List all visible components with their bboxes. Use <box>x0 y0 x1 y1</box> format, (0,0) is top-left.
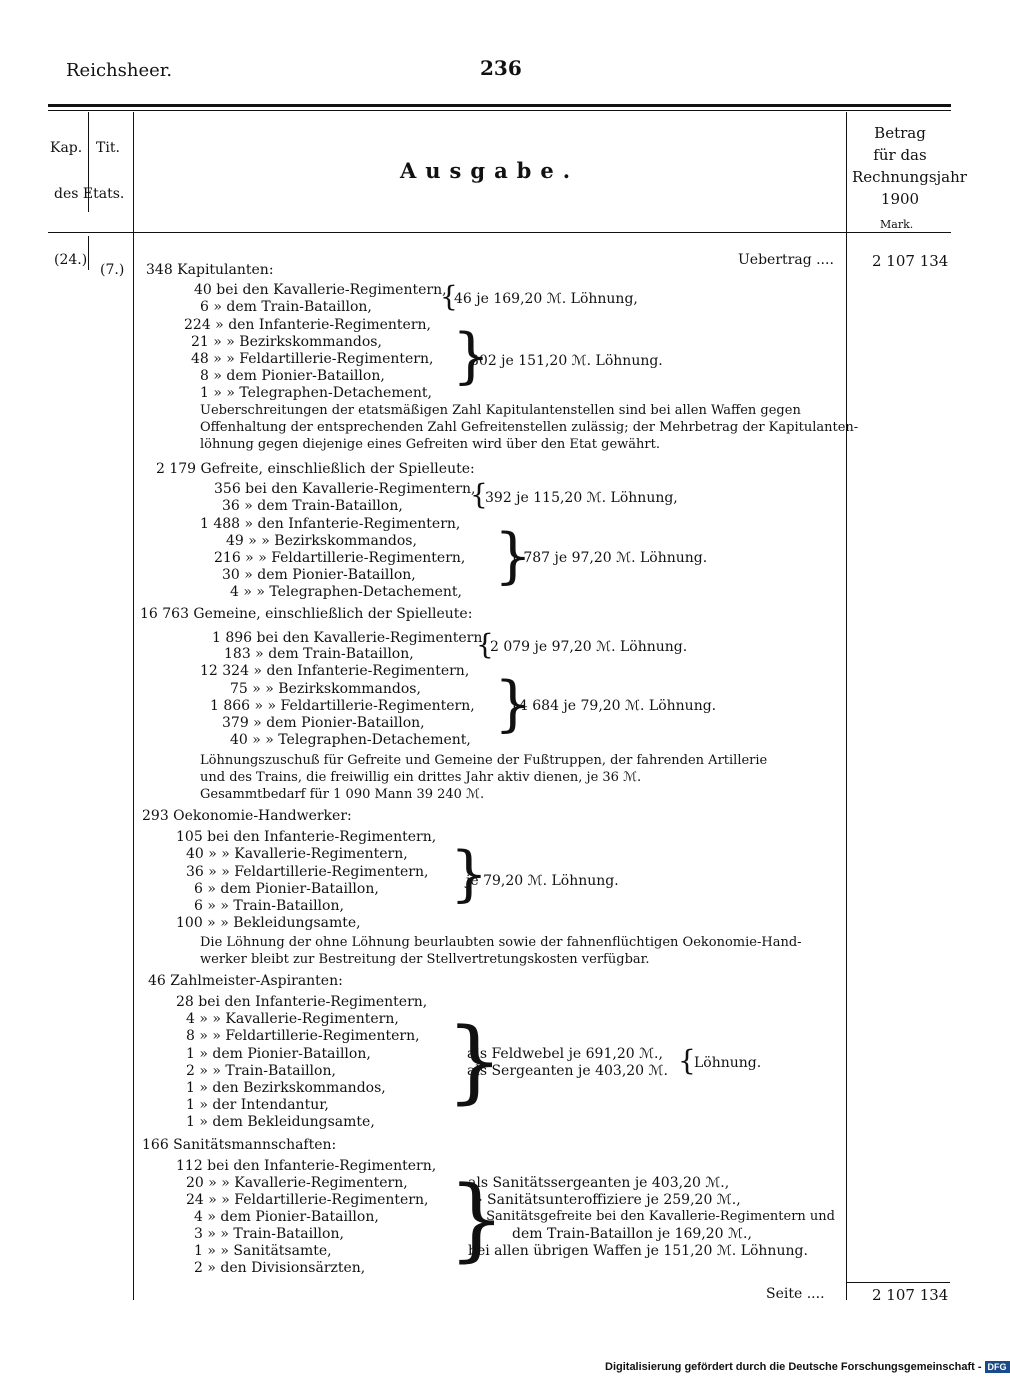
body-line: 8 » » Feldartillerie-Regimentern, <box>186 1028 420 1044</box>
body-line: Die Löhnung der ohne Löhnung beurlaubten sowie der fahnenflüchtigen Oekonomie-Hand- <box>200 935 802 950</box>
body-line: 3 » » Train-Bataillon, <box>194 1226 344 1242</box>
body-line: 28 bei den Infanterie-Regimentern, <box>176 994 428 1010</box>
body-line: 49 » » Bezirkskommandos, <box>226 533 417 549</box>
seite-label: Seite .... <box>766 1286 825 1302</box>
col-divider-tit <box>133 112 134 1300</box>
brace: } <box>452 321 491 391</box>
body-line: 166 Sanitätsmannschaften: <box>142 1137 337 1153</box>
body-line: 6 » » Train-Bataillon, <box>194 898 344 914</box>
body-line: 2 » den Divisionsärzten, <box>194 1260 366 1276</box>
body-line: 24 » » Feldartillerie-Regimentern, <box>186 1192 429 1208</box>
brace: { <box>440 280 458 313</box>
brace: } <box>450 839 489 909</box>
top-thick-rule <box>48 104 951 107</box>
body-line: 293 Oekonomie-Handwerker: <box>142 808 352 824</box>
body-line: 46 Zahlmeister-Aspiranten: <box>148 973 343 989</box>
body-line: 1 » » Telegraphen-Detachement, <box>200 385 432 401</box>
body-line: 6 » dem Train-Bataillon, <box>200 299 372 315</box>
col-head-betrag: Betrag für das Rechnungsjahr 1900 <box>852 124 967 208</box>
body-line: 8 » dem Pionier-Bataillon, <box>200 368 385 384</box>
seite-amount: 2 107 134 <box>872 1286 949 1304</box>
body-line: 216 » » Feldartillerie-Regimentern, <box>214 550 466 566</box>
tit-value: (7.) <box>100 262 125 278</box>
page-number: 236 <box>480 56 522 80</box>
table-title: Ausgabe. <box>400 158 580 183</box>
body-line: 112 bei den Infanterie-Regimentern, <box>176 1158 437 1174</box>
col-head-kap: Kap. <box>50 140 83 156</box>
body-line: werker bleibt zur Bestreitung der Stellvertretungskosten verfügbar. <box>200 952 650 967</box>
digitization-credit <box>605 1361 1010 1373</box>
brace: } <box>494 669 533 739</box>
body-line: 302 je 151,20 ℳ. Löhnung. <box>470 353 663 369</box>
body-line: 1 » dem Bekleidungsamte, <box>186 1114 375 1130</box>
body-line: 48 » » Feldartillerie-Regimentern, <box>191 351 434 367</box>
brace: { <box>678 1044 696 1077</box>
body-line: » Sanitätsgefreite bei den Kavallerie-Regimentern und <box>474 1209 835 1224</box>
top-thin-rule <box>48 110 951 111</box>
brace: { <box>470 478 488 511</box>
body-line: 1 488 » den Infanterie-Regimentern, <box>200 516 461 532</box>
body-line: 40 » » Telegraphen-Detachement, <box>230 732 471 748</box>
body-line: dem Train-Bataillon je 169,20 ℳ., <box>512 1226 752 1242</box>
col-divider-betrag <box>846 112 847 1300</box>
brace: } <box>448 1167 506 1272</box>
body-line: 379 » dem Pionier-Bataillon, <box>222 715 425 731</box>
uebertrag-label: Uebertrag .... <box>738 252 834 268</box>
body-line: 4 » » Telegraphen-Detachement, <box>230 584 462 600</box>
body-line: 2 079 je 97,20 ℳ. Löhnung. <box>490 639 688 655</box>
body-line: 30 » dem Pionier-Bataillon, <box>222 567 416 583</box>
body-line: 12 324 » den Infanterie-Regimentern, <box>200 663 470 679</box>
body-line: 6 » dem Pionier-Bataillon, <box>194 881 379 897</box>
col-head-tit: Tit. <box>96 140 120 156</box>
body-line: als Feldwebel je 691,20 ℳ., <box>467 1046 663 1062</box>
body-line: 105 bei den Infanterie-Regimentern, <box>176 829 437 845</box>
kap-value: (24.) <box>54 252 88 268</box>
body-line: 20 » » Kavallerie-Regimentern, <box>186 1175 408 1191</box>
body-line: 2 » » Train-Bataillon, <box>186 1063 336 1079</box>
body-line: löhnung gegen diejenige eines Gefreiten wird über den Etat gewährt. <box>200 437 661 452</box>
section-heading: Reichsheer. <box>66 60 173 81</box>
body-divider-kap <box>88 236 89 270</box>
body-line: 4 » dem Pionier-Bataillon, <box>194 1209 379 1225</box>
body-line: bei allen übrigen Waffen je 151,20 ℳ. Löhnung. <box>468 1243 808 1259</box>
body-line: 40 » » Kavallerie-Regimentern, <box>186 846 408 862</box>
body-line: 348 Kapitulanten: <box>146 262 274 278</box>
body-line: » Sanitätsunteroffiziere je 259,20 ℳ., <box>474 1192 741 1208</box>
body-line: und des Trains, die freiwillig ein drittes Jahr aktiv dienen, je 36 ℳ. <box>200 770 642 785</box>
body-line: 1 787 je 97,20 ℳ. Löhnung. <box>510 550 708 566</box>
body-line: 183 » dem Train-Bataillon, <box>224 646 414 662</box>
body-line: 75 » » Bezirkskommandos, <box>230 681 421 697</box>
body-line: je 79,20 ℳ. Löhnung. <box>466 873 619 889</box>
body-line: 100 » » Bekleidungsamte, <box>176 915 361 931</box>
body-line: als Sanitätssergeanten je 403,20 ℳ., <box>468 1175 730 1191</box>
brace: } <box>446 1009 504 1114</box>
dfg-logo: DFG <box>985 1361 1010 1373</box>
body-line: 36 » » Feldartillerie-Regimentern, <box>186 864 429 880</box>
col-head-des-etats: des Etats. <box>54 186 125 202</box>
body-line: 16 763 Gemeine, einschließlich der Spielleute: <box>140 606 473 622</box>
body-line: Löhnungszuschuß für Gefreite und Gemeine der Fußtruppen, der fahrenden Artillerie <box>200 753 768 768</box>
body-line: 2 179 Gefreite, einschließlich der Spielleute: <box>156 461 475 477</box>
body-line: 40 bei den Kavallerie-Regimentern, <box>194 282 447 298</box>
body-line: Gesammtbedarf für 1 090 Mann 39 240 ℳ. <box>200 787 485 802</box>
brace: } <box>494 521 533 591</box>
body-line: 14 684 je 79,20 ℳ. Löhnung. <box>510 698 717 714</box>
body-line: Ueberschreitungen der etatsmäßigen Zahl Kapitulantenstellen sind bei allen Waffen gegen <box>200 403 801 418</box>
body-line: 21 » » Bezirkskommandos, <box>191 334 382 350</box>
body-line: 392 je 115,20 ℳ. Löhnung, <box>485 490 678 506</box>
body-line: 1 896 bei den Kavallerie-Regimentern, <box>212 630 487 646</box>
sum-rule <box>846 1282 950 1283</box>
body-line: 36 » dem Train-Bataillon, <box>222 498 403 514</box>
body-line: Offenhaltung der entsprechenden Zahl Gefreitenstellen zulässig; der Mehrbetrag der Kapitulanten- <box>200 420 859 435</box>
body-line: 46 je 169,20 ℳ. Löhnung, <box>454 291 638 307</box>
col-head-mark: Mark. <box>880 218 914 231</box>
body-line: 1 » den Bezirkskommandos, <box>186 1080 386 1096</box>
body-line: Löhnung. <box>694 1055 762 1071</box>
body-line: 224 » den Infanterie-Regimentern, <box>184 317 432 333</box>
brace: { <box>476 628 494 661</box>
body-line: 1 866 » » Feldartillerie-Regimentern, <box>210 698 475 714</box>
body-line: 1 » dem Pionier-Bataillon, <box>186 1046 371 1062</box>
header-bottom-rule <box>48 232 951 233</box>
body-line: 4 » » Kavallerie-Regimentern, <box>186 1011 399 1027</box>
body-line: 1 » » Sanitätsamte, <box>194 1243 332 1259</box>
body-line: 1 » der Intendantur, <box>186 1097 329 1113</box>
body-line: 356 bei den Kavallerie-Regimentern, <box>214 481 476 497</box>
uebertrag-amount: 2 107 134 <box>872 252 949 270</box>
credit-text: Digitalisierung gefördert durch die Deutsche Forschungsgemeinschaft - <box>605 1361 982 1373</box>
body-line: als Sergeanten je 403,20 ℳ. <box>467 1063 668 1079</box>
